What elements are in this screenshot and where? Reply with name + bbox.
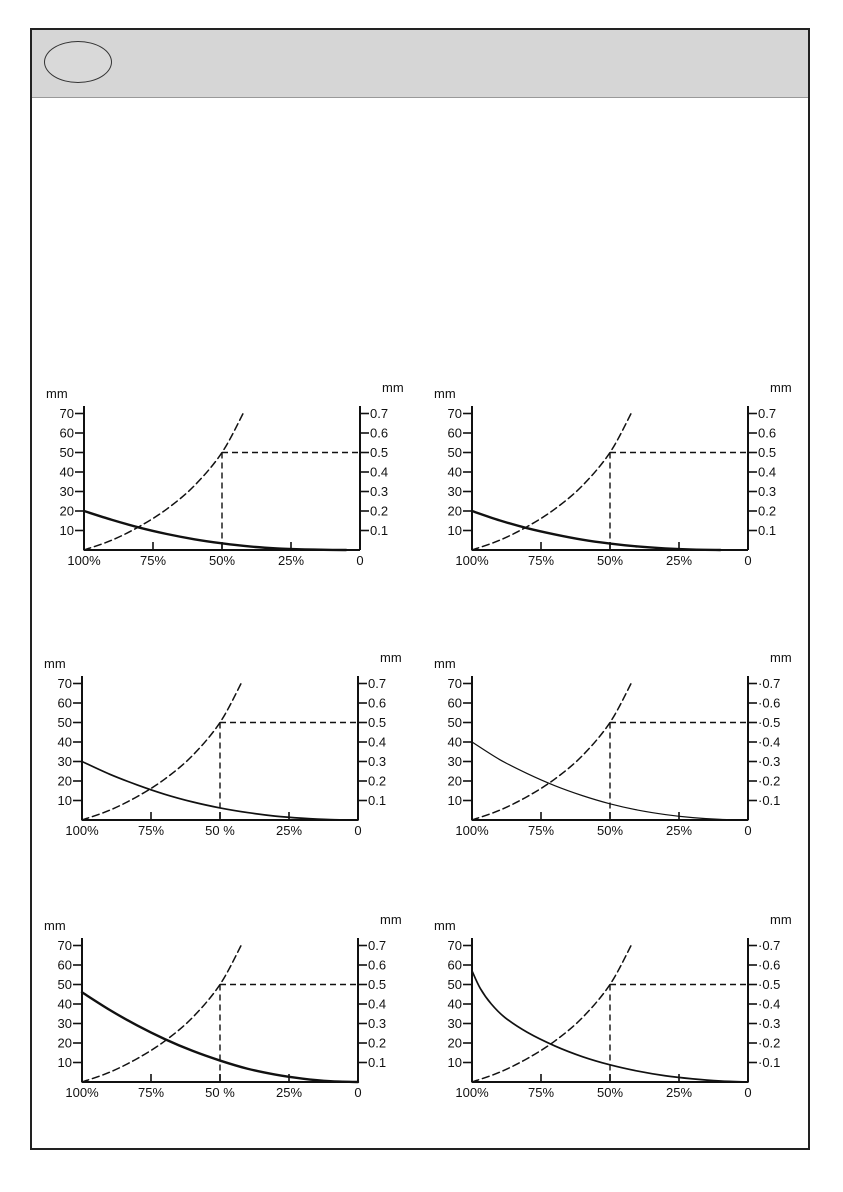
- right-tick-label: 0.2: [368, 1035, 387, 1051]
- left-tick-label: 20: [59, 503, 74, 519]
- chart-3-svg: [38, 650, 418, 850]
- chart-3: [38, 650, 418, 850]
- x-tick-label: 100%: [67, 553, 101, 568]
- left-tick-label: 60: [447, 957, 462, 973]
- left-tick-label: 30: [57, 1016, 72, 1031]
- left-tick-label: 20: [447, 1035, 462, 1051]
- left-tick-label: 50: [447, 445, 462, 460]
- right-tick-label: 0.6: [758, 425, 777, 441]
- x-tick-label: 100%: [65, 1085, 99, 1100]
- left-tick-label: 40: [447, 734, 462, 750]
- left-tick-label: 40: [57, 734, 72, 750]
- left-tick-label: 10: [447, 1055, 462, 1070]
- left-tick-label: 20: [447, 773, 462, 789]
- right-tick-label: 0.1: [368, 793, 387, 808]
- x-tick-label: 0: [744, 1085, 752, 1100]
- x-tick-label: 0: [356, 553, 364, 568]
- solid-curve-series: [82, 762, 358, 821]
- x-tick-label: 75%: [527, 1085, 555, 1100]
- x-tick-label: 25%: [665, 823, 693, 838]
- x-tick-label: 50%: [208, 553, 236, 568]
- left-tick-label: 10: [447, 523, 462, 538]
- dashed-curve-series: [84, 412, 244, 550]
- right-tick-label: ·0.2: [758, 773, 781, 789]
- left-tick-label: 30: [447, 484, 462, 499]
- solid-curve-series: [84, 511, 346, 550]
- right-axis-unit-label: mm: [380, 912, 402, 927]
- chart-6: [428, 912, 808, 1112]
- x-tick-label: 25%: [665, 553, 693, 568]
- left-tick-label: 40: [59, 464, 74, 480]
- right-tick-label: ·0.1: [758, 793, 781, 808]
- right-tick-label: ·0.6: [758, 957, 781, 973]
- right-tick-label: ·0.3: [758, 754, 781, 769]
- left-tick-label: 70: [447, 676, 462, 691]
- solid-curve-series: [472, 511, 720, 550]
- left-tick-label: 20: [57, 773, 72, 789]
- right-tick-label: ·0.5: [758, 715, 781, 730]
- left-axis-unit-label: mm: [44, 918, 66, 933]
- right-tick-label: 0.2: [370, 503, 389, 519]
- chart-4: [428, 650, 808, 850]
- right-tick-label: 0.3: [370, 484, 389, 499]
- left-tick-label: 40: [447, 996, 462, 1012]
- x-tick-label: 75%: [527, 553, 555, 568]
- right-tick-label: 0.4: [758, 464, 777, 480]
- x-tick-label: 75%: [139, 553, 167, 568]
- right-tick-label: 0.7: [368, 676, 387, 691]
- dashed-curve-series: [472, 944, 632, 1082]
- x-tick-label: 100%: [455, 823, 489, 838]
- left-tick-label: 50: [57, 977, 72, 992]
- right-tick-label: 0.7: [758, 406, 777, 421]
- left-tick-label: 30: [59, 484, 74, 499]
- right-tick-label: 0.5: [370, 445, 389, 460]
- x-tick-label: 0: [354, 823, 362, 838]
- chart-6-svg: [428, 912, 808, 1112]
- right-tick-label: 0.7: [368, 938, 387, 953]
- right-tick-label: 0.5: [368, 715, 387, 730]
- left-tick-label: 40: [57, 996, 72, 1012]
- left-tick-label: 50: [59, 445, 74, 460]
- chart-2-svg: [428, 380, 808, 580]
- dashed-curve-series: [472, 412, 632, 550]
- left-tick-label: 60: [57, 957, 72, 973]
- left-tick-label: 30: [447, 1016, 462, 1031]
- right-tick-label: ·0.6: [758, 695, 781, 711]
- x-tick-label: 50 %: [205, 1085, 235, 1100]
- x-tick-label: 25%: [277, 553, 305, 568]
- right-axis-unit-label: mm: [770, 650, 792, 665]
- left-tick-label: 20: [57, 1035, 72, 1051]
- right-tick-label: 0.2: [368, 773, 387, 789]
- dashed-curve-series: [82, 944, 242, 1082]
- dashed-curve-series: [472, 682, 632, 820]
- right-tick-label: ·0.4: [758, 996, 781, 1012]
- left-axis-unit-label: mm: [434, 656, 456, 671]
- left-tick-label: 30: [447, 754, 462, 769]
- x-tick-label: 75%: [527, 823, 555, 838]
- right-tick-label: 0.1: [368, 1055, 387, 1070]
- x-tick-label: 0: [744, 823, 752, 838]
- right-tick-label: 0.4: [368, 734, 387, 750]
- right-tick-label: 0.2: [758, 503, 777, 519]
- right-axis-unit-label: mm: [382, 380, 404, 395]
- left-tick-label: 60: [447, 695, 462, 711]
- oval-badge-icon: [44, 41, 112, 83]
- x-tick-label: 100%: [455, 1085, 489, 1100]
- x-tick-label: 75%: [137, 1085, 165, 1100]
- x-tick-label: 0: [354, 1085, 362, 1100]
- right-tick-label: 0.3: [758, 484, 777, 499]
- right-tick-label: ·0.3: [758, 1016, 781, 1031]
- right-tick-label: ·0.7: [758, 938, 781, 953]
- left-tick-label: 10: [447, 793, 462, 808]
- chart-1: [40, 380, 420, 580]
- left-tick-label: 70: [57, 938, 72, 953]
- left-tick-label: 60: [59, 425, 74, 441]
- x-tick-label: 50%: [596, 823, 624, 838]
- left-tick-label: 60: [57, 695, 72, 711]
- dashed-curve-series: [82, 682, 242, 820]
- x-tick-label: 100%: [65, 823, 99, 838]
- x-tick-label: 0: [744, 553, 752, 568]
- right-tick-label: 0.3: [368, 1016, 387, 1031]
- chart-2: [428, 380, 808, 580]
- left-tick-label: 50: [447, 715, 462, 730]
- right-tick-label: ·0.1: [758, 1055, 781, 1070]
- x-tick-label: 25%: [275, 823, 303, 838]
- right-tick-label: 0.1: [370, 523, 389, 538]
- left-tick-label: 50: [57, 715, 72, 730]
- left-tick-label: 10: [57, 793, 72, 808]
- right-tick-label: 0.7: [370, 406, 389, 421]
- left-axis-unit-label: mm: [46, 386, 68, 401]
- right-tick-label: ·0.5: [758, 977, 781, 992]
- chart-1-svg: [40, 380, 420, 580]
- chart-5: [38, 912, 418, 1112]
- page-header: [32, 30, 808, 98]
- right-axis-unit-label: mm: [380, 650, 402, 665]
- chart-4-svg: [428, 650, 808, 850]
- right-tick-label: 0.3: [368, 754, 387, 769]
- right-tick-label: ·0.4: [758, 734, 781, 750]
- right-axis-unit-label: mm: [770, 380, 792, 395]
- left-tick-label: 10: [59, 523, 74, 538]
- right-tick-label: 0.6: [370, 425, 389, 441]
- right-tick-label: 0.5: [368, 977, 387, 992]
- left-tick-label: 40: [447, 464, 462, 480]
- x-tick-label: 50%: [596, 553, 624, 568]
- right-tick-label: 0.1: [758, 523, 777, 538]
- right-tick-label: 0.4: [368, 996, 387, 1012]
- left-tick-label: 70: [447, 406, 462, 421]
- x-tick-label: 50%: [596, 1085, 624, 1100]
- right-tick-label: ·0.7: [758, 676, 781, 691]
- x-tick-label: 75%: [137, 823, 165, 838]
- left-tick-label: 70: [447, 938, 462, 953]
- x-tick-label: 25%: [665, 1085, 693, 1100]
- x-tick-label: 100%: [455, 553, 489, 568]
- left-axis-unit-label: mm: [434, 386, 456, 401]
- left-tick-label: 70: [59, 406, 74, 421]
- x-tick-label: 50 %: [205, 823, 235, 838]
- right-tick-label: 0.5: [758, 445, 777, 460]
- left-tick-label: 50: [447, 977, 462, 992]
- left-tick-label: 70: [57, 676, 72, 691]
- x-tick-label: 25%: [275, 1085, 303, 1100]
- left-axis-unit-label: mm: [44, 656, 66, 671]
- left-tick-label: 10: [57, 1055, 72, 1070]
- chart-5-svg: [38, 912, 418, 1112]
- right-tick-label: 0.6: [368, 695, 387, 711]
- right-tick-label: ·0.2: [758, 1035, 781, 1051]
- right-axis-unit-label: mm: [770, 912, 792, 927]
- left-tick-label: 20: [447, 503, 462, 519]
- left-tick-label: 60: [447, 425, 462, 441]
- left-tick-label: 30: [57, 754, 72, 769]
- left-axis-unit-label: mm: [434, 918, 456, 933]
- right-tick-label: 0.6: [368, 957, 387, 973]
- right-tick-label: 0.4: [370, 464, 389, 480]
